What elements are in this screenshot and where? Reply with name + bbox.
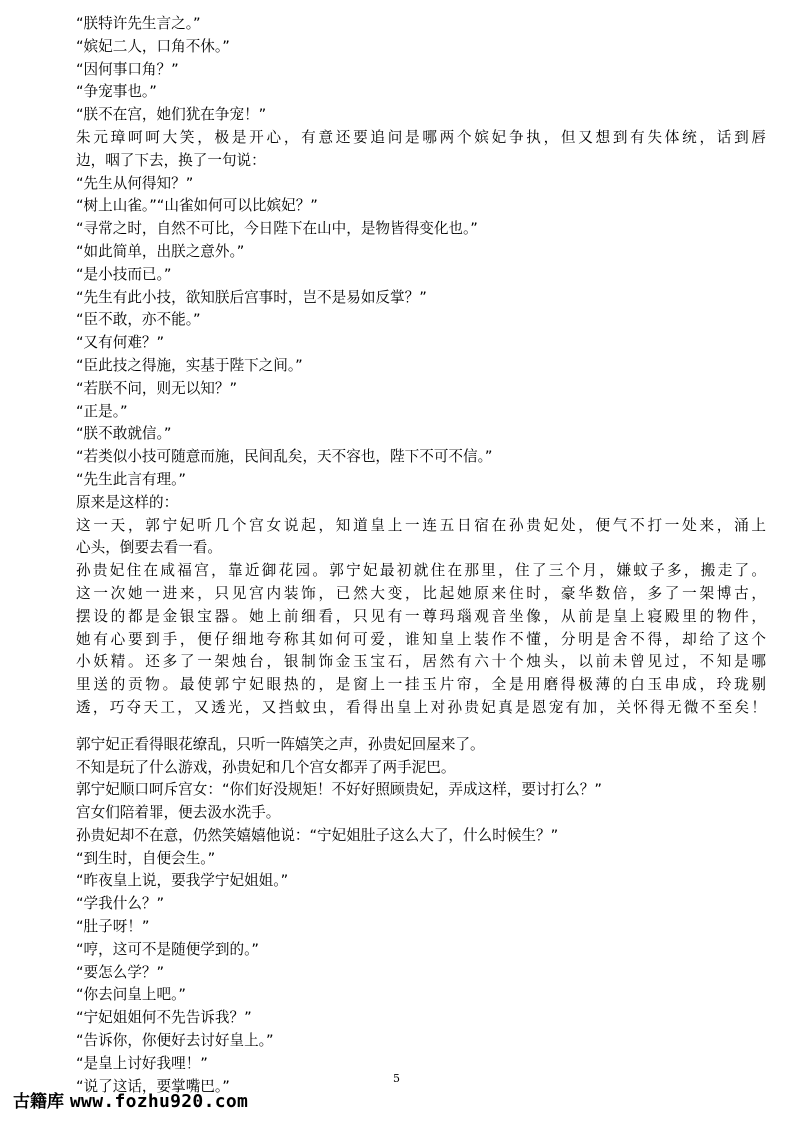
text-line: 不知是玩了什么游戏，孙贵妃和几个宫女都弄了两手泥巴。 — [76, 758, 456, 776]
text-line: “嫔妃二人，口角不休。” — [76, 37, 230, 55]
text-line: “先生有此小技，欲知朕后宫事时，岂不是易如反掌？” — [76, 288, 427, 306]
text-line: “朕特许先生言之。” — [76, 15, 201, 32]
text-line: 朱元璋呵呵大笑，极是开心，有意还要追问是哪两个嫔妃争执，但又想到有失体统，话到唇 — [76, 128, 766, 146]
text-line: “到生时，自便会生。” — [76, 849, 216, 867]
text-line: 透，巧夺天工，又透光，又挡蚊虫，看得出皇上对孙贵妃真是恩宠有加，关怀得无微不至矣！ — [76, 698, 766, 716]
footer-brand-name: 古籍库 — [13, 1092, 64, 1112]
text-line: “又有何难？” — [76, 334, 165, 352]
text-line: “肚子呀！” — [76, 918, 150, 936]
footer-url: www.fozhu920.com — [69, 1091, 249, 1112]
text-line: “正是。” — [76, 402, 128, 420]
text-line: 郭宁妃顺口呵斥宫女：“你们好没规矩！不好好照顾贵妃，弄成这样，要讨打么？” — [76, 781, 602, 799]
text-line: “朕不敢就信。” — [76, 425, 172, 443]
text-line: “臣不敢，亦不能。” — [76, 311, 201, 329]
text-line: “如此简单，出朕之意外。” — [76, 242, 245, 260]
text-line: 边，咽了下去，换了一句说： — [76, 151, 266, 169]
text-line: “先生从何得知？” — [76, 174, 194, 192]
text-line: “争宠事也。” — [76, 83, 157, 101]
text-line: 小妖精。还多了一架烛台，银制饰金玉宝石，居然有六十个烛头，以前未曾见过，不知是哪 — [76, 653, 766, 671]
text-line: 原来是这样的： — [76, 493, 179, 511]
text-line: “你去问皇上吧。” — [76, 986, 186, 1004]
footer-watermark — [13, 1087, 248, 1112]
text-line: “因何事口角？” — [76, 60, 179, 78]
text-line: “是小技而已。” — [76, 265, 172, 283]
text-line: 心头，倒要去看一看。 — [76, 539, 222, 557]
text-line: “要怎么学？” — [76, 963, 165, 981]
paragraph-gap — [76, 720, 766, 734]
text-line: 摆设的都是金银宝器。她上前细看，只见有一尊玛瑙观音坐像，从前是皇上寝殿里的物件， — [76, 607, 766, 625]
text-line: 这一次她一进来，只见宫内装饰，已然大变，比起她原来住时，豪华数倍，多了一架博古， — [76, 584, 766, 602]
page-number: 5 — [393, 1072, 400, 1085]
text-line: 宫女们陪着罪，便去汲水洗手。 — [76, 804, 281, 822]
text-line: 里送的贡物。最使郭宁妃眼热的，是窗上一挂玉片帘，全是用磨得极薄的白玉串成，玲珑剔 — [76, 676, 766, 694]
text-line: “臣此技之得施，实基于陛下之间。” — [76, 356, 303, 374]
text-line: “告诉你，你便好去讨好皇上。” — [76, 1032, 274, 1050]
text-line: 她有心要到手，便仔细地夸称其如何可爱，谁知皇上装作不懂，分明是舍不得，却给了这个 — [76, 630, 766, 648]
text-line: 孙贵妃却不在意，仍然笑嬉嬉他说：“宁妃姐肚子这么大了，什么时候生？” — [76, 826, 559, 844]
text-line: “若朕不问，则无以知？” — [76, 379, 238, 397]
text-line: “昨夜皇上说，要我学宁妃姐姐。” — [76, 872, 289, 890]
text-line: “先生此言有理。” — [76, 470, 186, 488]
text-line: “是皇上讨好我哩！” — [76, 1054, 208, 1072]
text-line: 孙贵妃住在咸福宫，靠近御花园。郭宁妃最初就住在那里，住了三个月，嫌蚊子多，搬走了。 — [76, 562, 766, 580]
text-line: “说了这话，要掌嘴巴。” — [76, 1077, 230, 1095]
text-line: 这一天，郭宁妃听几个宫女说起，知道皇上一连五日宿在孙贵妃处，便气不打一处来，涌上 — [76, 516, 766, 534]
text-line: “树上山雀。”“山雀如何可以比嫔妃？” — [76, 197, 318, 215]
text-line: 郭宁妃正看得眼花缭乱，只听一阵嬉笑之声，孙贵妃回屋来了。 — [76, 735, 485, 753]
document-body — [76, 13, 766, 1098]
text-line: “朕不在宫，她们犹在争宠！” — [76, 106, 267, 124]
text-line: “若类似小技可随意而施，民间乱矣，天不容也，陛下不可不信。” — [76, 448, 493, 466]
text-line: “哼，这可不是随便学到的。” — [76, 940, 259, 958]
text-line: “寻常之时，自然不可比，今日陛下在山中，是物皆得变化也。” — [76, 220, 478, 238]
text-line: “学我什么？” — [76, 895, 165, 913]
text-line: “宁妃姐姐何不先告诉我？” — [76, 1009, 252, 1027]
